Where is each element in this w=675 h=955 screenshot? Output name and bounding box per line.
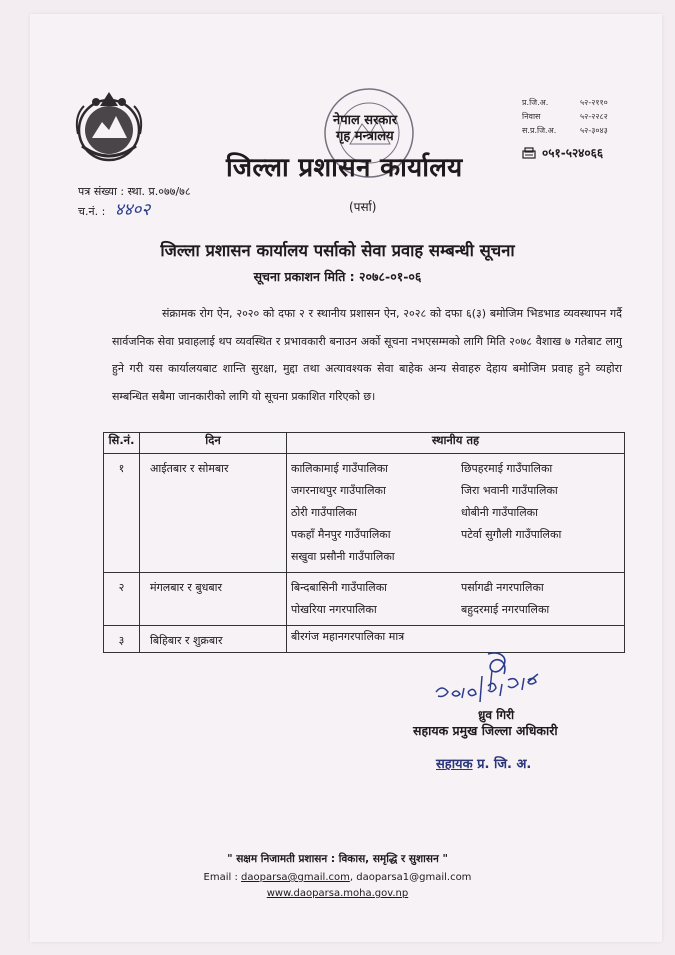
- contact-value: ५२-३०४३: [580, 126, 608, 135]
- local-levels-left: [291, 577, 443, 621]
- contact-numbers: [522, 96, 608, 138]
- dispatch-value: ४४०२: [114, 200, 151, 220]
- email-separator: ,: [349, 872, 354, 883]
- district-name: (पर्सा): [349, 200, 377, 214]
- letter-number: पत्र संख्या : स्था. प्र.०७७/७८: [78, 185, 191, 198]
- designation-stamp: [436, 754, 531, 772]
- contact-value: ५२-२२८२: [580, 112, 608, 121]
- table-row: [104, 454, 625, 573]
- dispatch-number: [78, 201, 191, 221]
- ministry-name: गृह मन्त्रालय: [336, 129, 394, 144]
- header-serial: सि.नं.: [104, 433, 140, 454]
- local-level: पोखरिया नगरपालिका: [291, 603, 377, 616]
- row-serial: ३: [104, 626, 140, 653]
- fax-icon: [522, 147, 536, 159]
- stamp-suffix: प्र. जि. अ.: [477, 757, 532, 772]
- email-link-1[interactable]: daoparsa@gmail.com: [241, 872, 350, 883]
- local-level: छिपहरमाई गाउँपालिका: [461, 462, 553, 475]
- signatory-designation: सहायक प्रमुख जिल्ला अधिकारी: [413, 723, 558, 738]
- row-day: आईतबार र सोमबार: [140, 454, 287, 573]
- row-serial: १: [104, 454, 140, 573]
- contact-row: [522, 124, 608, 138]
- local-level: सखुवा प्रसौनी गाउँपालिका: [291, 550, 395, 563]
- contact-row: [522, 110, 608, 124]
- local-level: पर्सागढी नगरपालिका: [461, 581, 544, 594]
- fax-number: [522, 144, 603, 161]
- service-schedule-table: [103, 432, 625, 653]
- local-level: पटेर्वा सुगौली गाउँपालिका: [461, 528, 562, 541]
- local-level: जगरनाथपुर गाउँपालिका: [291, 484, 386, 497]
- row-serial: २: [104, 573, 140, 626]
- fax-value: ०५१-५२४०६६: [542, 146, 604, 160]
- contact-label: स.प्र.जि.अ.: [522, 126, 557, 135]
- header-local-level: स्थानीय तह: [287, 433, 625, 454]
- local-levels-left: [291, 458, 443, 568]
- stamp-prefix: सहायक: [436, 757, 473, 772]
- contact-value: ५२-२११०: [580, 98, 608, 107]
- row-day: मंगलबार र बुधबार: [140, 573, 287, 626]
- notice-body: संक्रामक रोग ऐन, २०२० को दफा २ र स्थानीय प्रशासन ऐन, २०२८ को दफा ६(३) बमोजिम भिडभाड व्यवस्थापन गर्दै सार्वजनिक सेवा प्रवाहलाई थप व्यवस्थित र प्रभावकारी बनाउन अर्को सूचना नभएसम्मको लागि मिति २०७८ वैशाख ७ गतेबाट लागु हुने गरी यस कार्यालयबाट शान्ति सुरक्षा, मुद्दा तथा अत्यावश्यक सेवा बाहेक अन्य सेवाहरु देहाय बमोजिम प्रवाह हुने व्यहोरा सम्बन्धित सबैमा जानकारीको लागि यो सूचना प्रकाशित गरिएको छ।: [112, 307, 622, 403]
- table-row: [104, 626, 625, 653]
- local-levels-left: [291, 626, 443, 648]
- email-label: Email :: [203, 872, 238, 883]
- nepal-emblem-icon: [72, 86, 146, 164]
- local-levels-right: [461, 458, 624, 568]
- notice-title: जिल्ला प्रशासन कार्यालय पर्साको सेवा प्रवाह सम्बन्धी सूचना: [160, 241, 515, 260]
- contact-label: प्र.जि.अ.: [522, 98, 549, 107]
- local-level: कालिकामाई गाउँपालिका: [291, 462, 388, 475]
- local-level: बीरगंज महानगरपालिका मात्र: [291, 630, 405, 643]
- local-level: धोबीनी गाउँपालिका: [461, 506, 538, 519]
- footer-email: [0, 872, 675, 883]
- government-name: नेपाल सरकार: [333, 113, 398, 128]
- table-header-row: [104, 433, 625, 454]
- contact-label: निवास: [522, 112, 541, 121]
- row-local-levels: [287, 626, 625, 653]
- local-levels-right: [461, 577, 624, 621]
- row-day: बिहिबार र शुक्रबार: [140, 626, 287, 653]
- website-link[interactable]: www.daoparsa.moha.gov.np: [266, 888, 409, 899]
- reference-numbers: [78, 182, 191, 221]
- office-name: जिल्ला प्रशासन कार्यालय: [226, 153, 463, 183]
- footer-motto: " सक्षम निजामती प्रशासन : विकास, समृद्धि र सुशासन ": [227, 853, 448, 865]
- local-level: ठोरी गाउँपालिका: [291, 506, 357, 519]
- row-local-levels: [287, 573, 625, 626]
- local-level: बिन्दबासिनी गाउँपालिका: [291, 581, 388, 594]
- header-day: दिन: [140, 433, 287, 454]
- signatory-name: ध्रुव गिरी: [478, 708, 515, 722]
- publication-date: सूचना प्रकाशन मिति : २०७८-०१-०६: [253, 269, 422, 284]
- row-local-levels: [287, 454, 625, 573]
- local-level: बहुदरमाई नगरपालिका: [461, 603, 550, 616]
- local-level: जिरा भवानी गाउँपालिका: [461, 484, 558, 497]
- local-level: पकहाँ मैनपुर गाउँपालिका: [291, 528, 391, 541]
- contact-row: [522, 96, 608, 110]
- handwritten-signature: [430, 650, 570, 710]
- table-row: [104, 573, 625, 626]
- email-link-2[interactable]: daoparsa1@gmail.com: [356, 872, 472, 883]
- dispatch-label: च.नं. :: [78, 205, 106, 218]
